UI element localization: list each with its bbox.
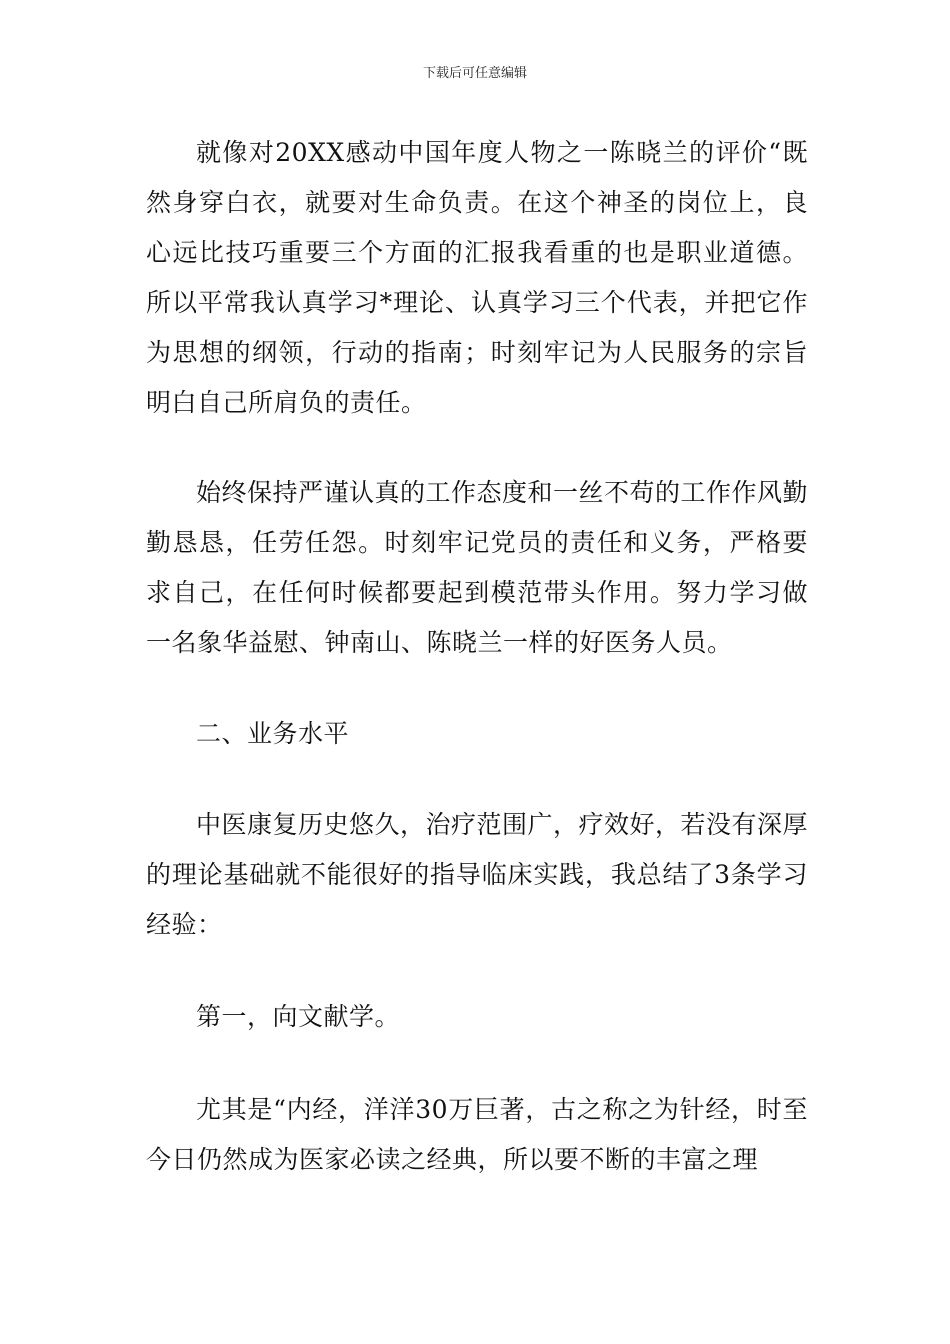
paragraph-professional-ethics: 就像对20XX感动中国年度人物之一陈晓兰的评价“既然身穿白衣，就要对生命负责。在这个神圣的岗位上，良心远比技巧重要三个方面的汇报我看重的也是职业道德。所以平常我认真学习*理论、认真学习三个代表，并把它作为思想的纲领，行动的指南；时刻牢记为人民服务的宗旨明白自己所肩负的责任。 bbox=[146, 138, 808, 417]
section-heading-business-level: 二、业务水平 bbox=[196, 719, 350, 748]
paragraph-rehab-experience: 中医康复历史悠久，治疗范围广，疗效好，若没有深厚的理论基础就不能很好的指导临床实践，我总结了3条学习经验： bbox=[146, 810, 809, 939]
page-header-note: 下载后可任意编辑 bbox=[422, 66, 527, 81]
document-body bbox=[146, 128, 808, 1185]
paragraph-first-point: 第一，向文献学。 bbox=[196, 1002, 401, 1031]
paragraph-work-attitude: 始终保持严谨认真的工作态度和一丝不苟的工作作风勤勤恳恳，任劳任怨。时刻牢记党员的责任和义务，严格要求自己，在任何时候都要起到模范带头作用。努力学习做一名象华益慰、钟南山、陈晓兰一样的好医务人员。 bbox=[146, 478, 809, 657]
paragraph-neijing: 尤其是“内经，洋洋30万巨著，古之称之为针经，时至今日仍然成为医家必读之经典，所以要不断的丰富之理 bbox=[146, 1095, 808, 1174]
